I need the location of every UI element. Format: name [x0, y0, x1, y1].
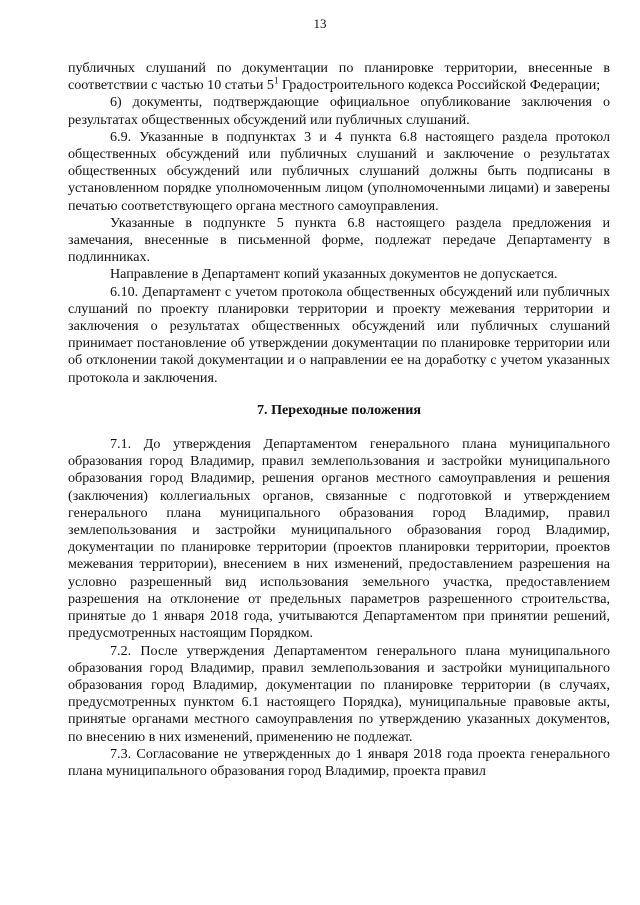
paragraph-public-hearings-continuation — [68, 60, 610, 94]
paragraph-6-9: 6.9. Указанные в подпунктах 3 и 4 пункта 6.8 настоящего раздела протокол общественных обсуждений или публичных слушаний и заключение о результатах общественных обсуждений или публичных слушаний должны быть подписаны в установленном порядке уполномоченным лицом (уполномоченными лицами) и заверены печатью соответствующего органа местного самоуправления. — [68, 128, 610, 214]
paragraph-proposals-transfer: Указанные в подпункте 5 пункта 6.8 настоящего раздела предложения и замечания, внесенные в письменной форме, подлежат передаче Департаменту в подлинниках. — [68, 214, 610, 266]
paragraph-6-10: 6.10. Департамент с учетом протокола общественных обсуждений или публичных слушаний по проекту планировки территории и проекту межевания территории и заключения о результатах общественных обсуждений или публичных слушаний принимает постановление об утверждении документации по планировке территории или об отклонении такой документации и о направлении ее на доработку с учетом указанных протокола и заключения. — [68, 283, 610, 386]
superscript-article-index: 1 — [273, 75, 279, 86]
paragraph-text-part: Градостроительного кодекса Российской Федерации; — [278, 77, 601, 94]
paragraph-7-3: 7.3. Согласование не утвержденных до 1 января 2018 года проекта генерального плана муниципального образования город Владимир, проекта правил — [68, 745, 610, 779]
page-number: 13 — [313, 16, 327, 31]
document-body — [68, 60, 610, 780]
paragraph-copies-not-allowed: Направление в Департамент копий указанных документов не допускается. — [110, 266, 558, 283]
paragraph-item-6-documents: 6) документы, подтверждающие официальное опубликование заключения о результатах общественных обсуждений или публичных слушаний. — [68, 94, 610, 128]
paragraph-text-part: публичных слушаний по документации по планировке территории, внесенные в соответствии с частью 10 статьи 5 — [68, 60, 610, 94]
paragraph-7-1: 7.1. До утверждения Департаментом генерального плана муниципального образования город Владимир, правил землепользования и застройки муниципального образования город Владимир, решения органов местного самоуправления и решения (заключения) коллегиальных органов, связанные с подготовкой и утверждением генерального плана муниципального образования город Владимир, правил землепользования и застройки муниципального образования город Владимир, документации по планировке территории (проектов планировки территории, проектов межевания территории), внесением в них изменений, предоставлением разрешения на условно разрешенный вид использования земельного участка, предоставлением разрешения на отклонение от предельных параметров разрешенного строительства, принятые до 1 января 2018 года, учитываются Департаментом при принятии решений, предусмотренных настоящим Порядком. — [68, 436, 610, 642]
paragraph-7-2: 7.2. После утверждения Департаментом генерального плана муниципального образования город Владимир, правил землепользования и застройки муниципального образования город Владимир, документации по планировке территории (в случаях, предусмотренных пунктом 6.1 настоящего Порядка), муниципальные правовые акты, принятые органами местного самоуправления по утверждению указанных документов, по внесению в них изменений, применению не подлежат. — [68, 642, 610, 745]
section-heading-transitional-provisions: 7. Переходные положения — [256, 401, 422, 418]
